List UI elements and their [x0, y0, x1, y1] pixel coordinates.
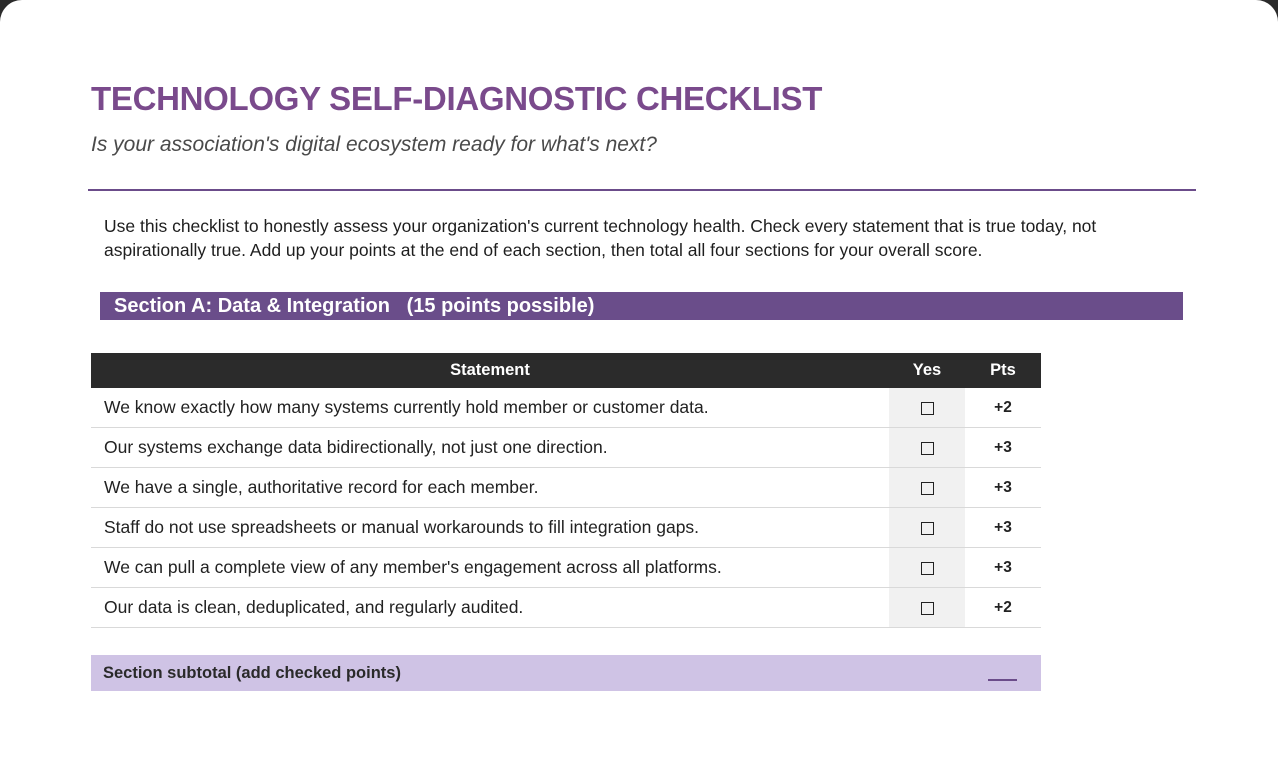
- table-row: [91, 388, 1041, 428]
- points-cell: +2: [965, 388, 1041, 428]
- yes-cell: [889, 388, 965, 428]
- points-cell: +2: [965, 588, 1041, 628]
- yes-checkbox[interactable]: [921, 442, 934, 455]
- points-cell: +3: [965, 508, 1041, 548]
- yes-cell: [889, 468, 965, 508]
- subtotal-blank-line[interactable]: [988, 679, 1017, 681]
- yes-checkbox[interactable]: [921, 482, 934, 495]
- statement-cell: Our data is clean, deduplicated, and regularly audited.: [91, 588, 889, 628]
- yes-checkbox[interactable]: [921, 402, 934, 415]
- checklist-table: [91, 353, 1041, 628]
- intro-paragraph: Use this checklist to honestly assess your organization's current technology health. Check every statement that is true today, not aspirationally true. Add up your points at the end of each section, then total all four sections for your overall score.: [104, 216, 1097, 260]
- table-row: [91, 588, 1041, 628]
- yes-checkbox[interactable]: [921, 602, 934, 615]
- statement-cell: Staff do not use spreadsheets or manual workarounds to fill integration gaps.: [91, 508, 889, 548]
- yes-checkbox[interactable]: [921, 522, 934, 535]
- section-a-heading: Section A: Data & Integration (15 points possible): [100, 292, 1183, 320]
- yes-cell: [889, 548, 965, 588]
- statement-cell: We can pull a complete view of any member's engagement across all platforms.: [91, 548, 889, 588]
- table-header-row: [91, 353, 1041, 388]
- column-header-statement: Statement: [91, 353, 889, 388]
- column-header-pts: Pts: [965, 353, 1041, 388]
- points-cell: +3: [965, 548, 1041, 588]
- table-row: [91, 428, 1041, 468]
- statement-cell: We know exactly how many systems currently hold member or customer data.: [91, 388, 889, 428]
- page-subtitle: Is your association's digital ecosystem ready for what's next?: [91, 133, 657, 156]
- page-title: TECHNOLOGY SELF-DIAGNOSTIC CHECKLIST: [91, 80, 823, 117]
- yes-checkbox[interactable]: [921, 562, 934, 575]
- points-cell: +3: [965, 468, 1041, 508]
- title-divider: [88, 189, 1196, 191]
- yes-cell: [889, 588, 965, 628]
- yes-cell: [889, 428, 965, 468]
- subtotal-label: Section subtotal (add checked points): [103, 664, 401, 682]
- table-row: [91, 468, 1041, 508]
- table-row: [91, 548, 1041, 588]
- points-cell: +3: [965, 428, 1041, 468]
- statement-cell: We have a single, authoritative record for each member.: [91, 468, 889, 508]
- section-subtotal-row: [91, 655, 1041, 691]
- table-row: [91, 508, 1041, 548]
- column-header-yes: Yes: [889, 353, 965, 388]
- yes-cell: [889, 508, 965, 548]
- statement-cell: Our systems exchange data bidirectionally, not just one direction.: [91, 428, 889, 468]
